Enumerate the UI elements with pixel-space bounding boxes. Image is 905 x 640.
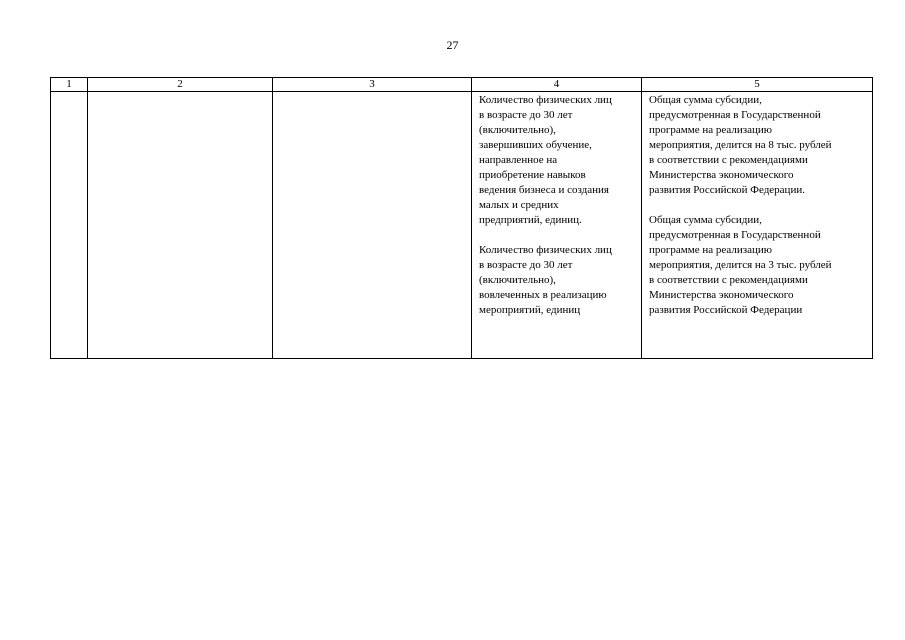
calculation-paragraph-1: Общая сумма субсидии, предусмотренная в Государственной программе на реализацию мероприятия, делится на 8 тыс. рублей в соответствии с рекомендациями Министерства экономического развития Российской Федерации. [649, 94, 832, 196]
indicator-text [472, 92, 641, 318]
column-header-3: 3 [273, 78, 472, 92]
header-row [51, 78, 873, 92]
calculation-text [642, 92, 872, 318]
cell-indicator [472, 92, 642, 359]
page-number: 27 [446, 38, 459, 52]
indicator-paragraph-2: Количество физических лиц в возрасте до 30 лет (включительно), вовлеченных в реализацию мероприятий, единиц [479, 244, 612, 316]
cell-text [51, 92, 87, 93]
table-header [51, 78, 873, 92]
column-header-5: 5 [642, 78, 873, 92]
cell-text [273, 92, 471, 93]
calculation-paragraph-2: Общая сумма субсидии, предусмотренная в Государственной программе на реализацию мероприятия, делится на 3 тыс. рублей в соответствии с рекомендациями Министерства экономического развития Российской Федерации [649, 214, 832, 316]
table-body [51, 92, 873, 359]
indicator-paragraph-1: Количество физических лиц в возрасте до 30 лет (включительно), завершивших обучение, направленное на приобретение навыков ведения бизнеса и создания малых и средних предприятий, единиц. [479, 94, 612, 226]
cell-col-1 [51, 92, 88, 359]
column-header-1: 1 [51, 78, 88, 92]
column-header-4: 4 [472, 78, 642, 92]
table-row [51, 92, 873, 359]
data-table [50, 77, 873, 359]
column-header-2: 2 [88, 78, 273, 92]
cell-calculation [642, 92, 873, 359]
cell-col-2 [88, 92, 273, 359]
cell-text [88, 92, 272, 93]
cell-col-3 [273, 92, 472, 359]
